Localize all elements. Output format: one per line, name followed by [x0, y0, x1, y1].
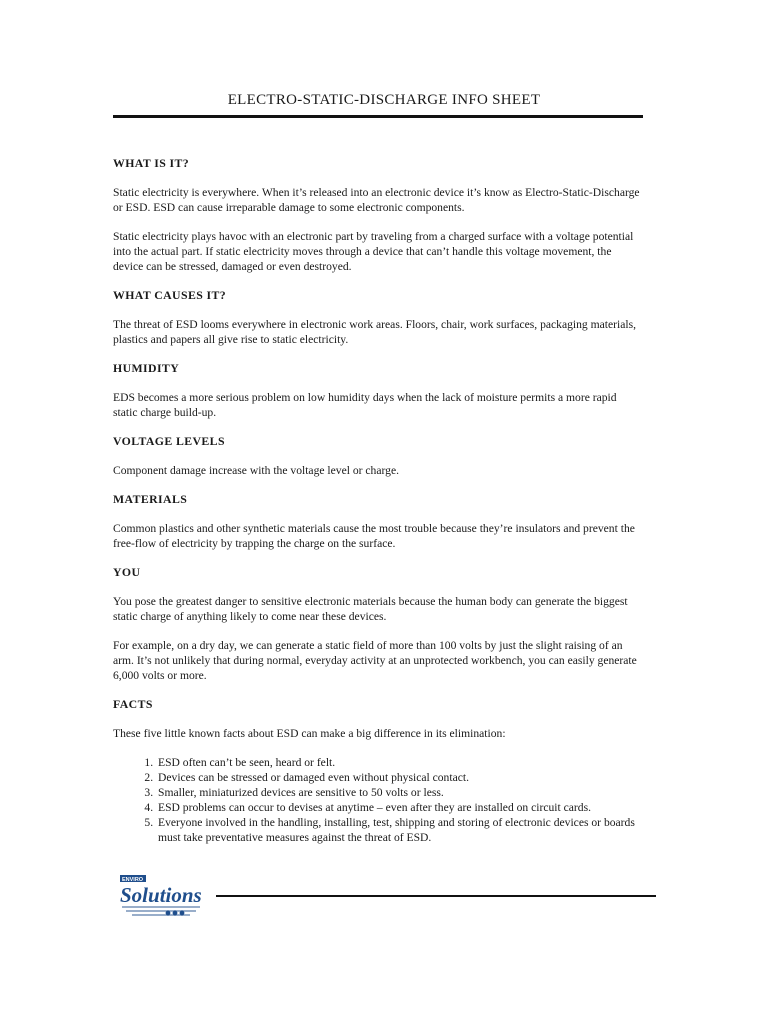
list-item: 2. Devices can be stressed or damaged even without physical contact. — [156, 770, 643, 785]
section-heading-voltage-levels: VOLTAGE LEVELS — [113, 434, 225, 448]
logo-dots — [166, 911, 185, 916]
list-item: 1. ESD often can’t be seen, heard or felt. — [156, 755, 643, 770]
page-title: ELECTRO-STATIC-DISCHARGE INFO SHEET — [227, 92, 541, 108]
section-heading-materials: MATERIALS — [113, 492, 188, 506]
title-divider — [113, 115, 643, 118]
section-heading-what-is-it: WHAT IS IT? — [113, 156, 190, 170]
list-item: 5. Everyone involved in the handling, installing, test, shipping and storing of electronic devices or boards must take preventative measures against the threat of ESD. — [156, 815, 643, 845]
logo-reflection — [122, 906, 200, 916]
paragraph: Common plastics and other synthetic materials cause the most trouble because they’re insulators and prevent the free-flow of electricity by trapping the charge on the surface. — [113, 522, 635, 550]
footer-divider — [216, 895, 656, 897]
list-item: 4. ESD problems can occur to devises at anytime – even after they are installed on circuit cards. — [156, 800, 643, 815]
paragraph: Component damage increase with the voltage level or charge. — [113, 464, 399, 477]
section-heading-you: YOU — [113, 565, 141, 579]
paragraph: EDS becomes a more serious problem on low humidity days when the lack of moisture permits a more rapid static charge build-up. — [113, 391, 617, 419]
section-heading-what-causes-it: WHAT CAUSES IT? — [113, 288, 227, 302]
paragraph: You pose the greatest danger to sensitive electronic materials because the human body can generate the biggest static charge of anything likely to come near these devices. — [113, 595, 628, 623]
document-body — [113, 156, 643, 845]
facts-list — [113, 755, 643, 845]
paragraph: These five little known facts about ESD can make a big difference in its elimination: — [113, 727, 506, 740]
paragraph: The threat of ESD looms everywhere in electronic work areas. Floors, chair, work surfaces, packaging materials, plastics and papers all give rise to static electricity. — [113, 318, 636, 346]
logo-top-text: ENVIRO — [122, 877, 144, 883]
section-heading-facts: FACTS — [113, 697, 153, 711]
enviro-solutions-logo — [118, 873, 204, 923]
section-heading-humidity: HUMIDITY — [113, 361, 180, 375]
paragraph: Static electricity is everywhere. When it’s released into an electronic device it’s know as Electro-Static-Discharge or ESD. ESD can cause irreparable damage to some electronic components. — [113, 186, 640, 214]
paragraph: For example, on a dry day, we can generate a static field of more than 100 volts by just the slight raising of an arm. It’s not unlikely that during normal, everyday activity at an unprotected workbench, you can easily generate 6,000 volts or more. — [113, 639, 637, 682]
list-item: 3. Smaller, miniaturized devices are sensitive to 50 volts or less. — [156, 785, 643, 800]
paragraph: Static electricity plays havoc with an electronic part by traveling from a charged surface with a voltage potential into the actual part. If static electricity moves through a device that can’t handle this voltage movement, the device can be stressed, damaged or even destroyed. — [113, 230, 634, 273]
logo-main-text: Solutions — [120, 883, 202, 907]
